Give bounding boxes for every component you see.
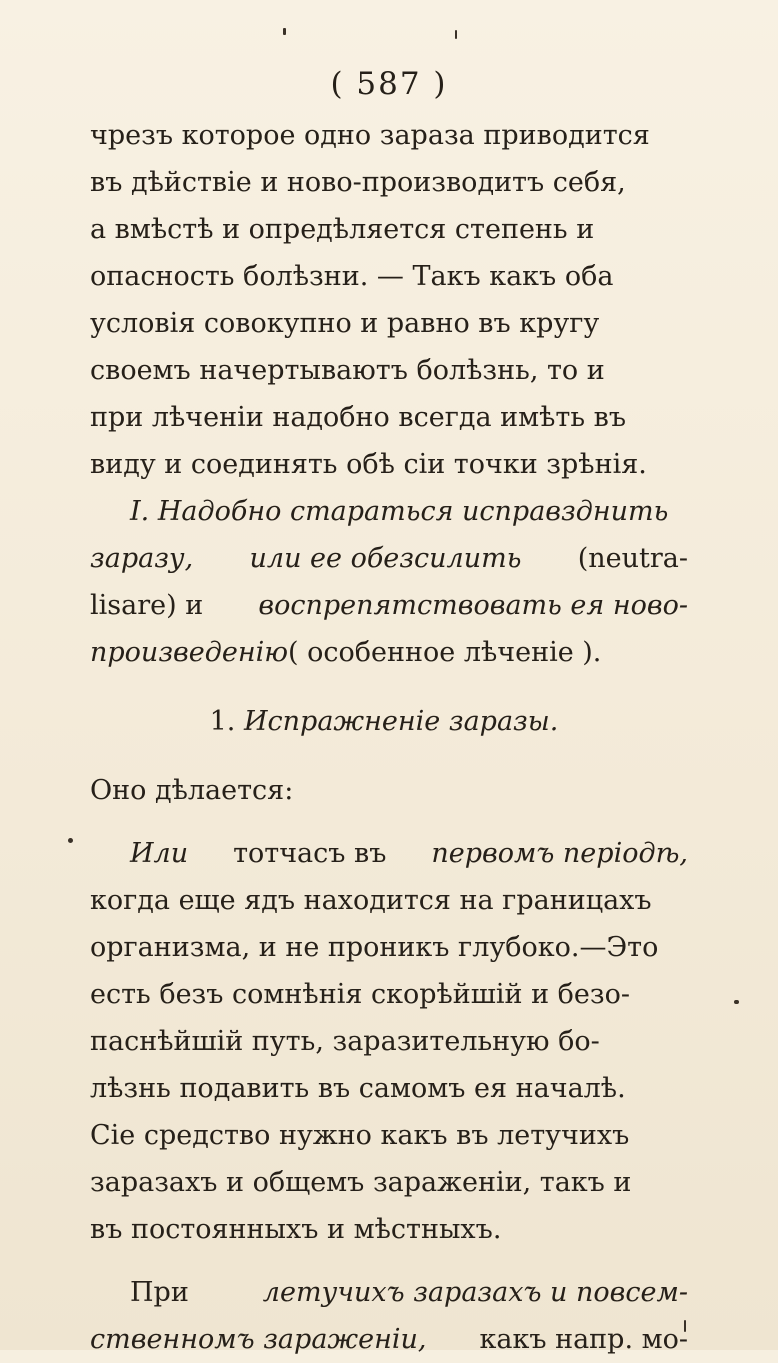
text-line: въ постоянныхъ и мѣстныхъ.	[90, 1214, 502, 1245]
text-line: виду и соединять обѣ сіи точки зрѣнія.	[90, 449, 647, 480]
text-line: лѣзнь подавить въ самомъ ея началѣ.	[90, 1073, 626, 1104]
italic-text: Или	[130, 838, 189, 869]
text-line	[90, 1269, 688, 1316]
italic-text: ственномъ зараженіи,	[90, 1324, 427, 1355]
page-number: ( 587 )	[330, 66, 448, 102]
text-line	[90, 830, 688, 877]
text-line: есть безъ сомнѣнія скорѣйшій и безо-	[90, 979, 630, 1010]
ink-speck	[455, 30, 457, 39]
plain-text: lisare) и	[90, 590, 204, 621]
text-line	[90, 629, 688, 676]
paragraph-volatile	[90, 1269, 688, 1363]
text-line: своемъ начертываютъ болѣзнь, то и	[90, 355, 605, 386]
text-line: условія совокупно и равно въ кругу	[90, 308, 600, 339]
ink-speck	[283, 28, 286, 35]
text-line	[90, 582, 688, 629]
text-line: въ дѣйствіе и ново-производитъ себя,	[90, 167, 626, 198]
ink-speck	[734, 1000, 739, 1004]
paragraph-rule-one	[90, 488, 688, 676]
text-line: Сіе средство нужно какъ въ летучихъ	[90, 1120, 630, 1151]
text-line	[90, 488, 688, 535]
section-number: 1.	[209, 706, 236, 737]
text-line: чрезъ которое одно зараза приводится	[90, 120, 650, 151]
italic-text: воспрепятствовать ея ново-	[258, 590, 688, 621]
italic-text: I. Надобно стараться исправзднить	[130, 496, 669, 527]
page-body	[90, 112, 688, 1363]
italic-text: заразу,	[90, 543, 194, 574]
plain-text: какъ напр. мо-	[479, 1324, 688, 1355]
paragraph-method	[90, 830, 688, 1253]
italic-text: первомъ періодѣ,	[431, 838, 688, 869]
text-line: заразахъ и общемъ зараженіи, такъ и	[90, 1167, 632, 1198]
plain-text: ( особенное лѣченіе ).	[288, 637, 602, 668]
text-line: организма, и не проникъ глубоко.—Это	[90, 932, 659, 963]
plain-text: тотчасъ въ	[233, 838, 387, 869]
plain-text: При	[130, 1277, 189, 1308]
text-line	[90, 1316, 688, 1363]
text-line: а вмѣстѣ и опредѣляется степень и	[90, 214, 595, 245]
italic-text: или ее обезсилить	[249, 543, 522, 574]
italic-text: произведенію	[90, 637, 289, 668]
section-title: Испражненіе заразы.	[243, 706, 559, 737]
text-line: опасность болѣзни. — Такъ какъ оба	[90, 261, 614, 292]
ink-speck	[68, 838, 73, 843]
italic-text: летучихъ заразахъ и повсем-	[262, 1277, 688, 1308]
text-line: при лѣченіи надобно всегда имѣть въ	[90, 402, 627, 433]
plain-text: (neutra-	[577, 543, 688, 574]
text-line	[90, 535, 688, 582]
intro-line: Оно дѣлается:	[90, 775, 294, 806]
text-line: паснѣйшій путь, заразительную бо-	[90, 1026, 600, 1057]
text-line: когда еще ядъ находится на границахъ	[90, 885, 652, 916]
paragraph-continuation	[90, 112, 688, 488]
section-heading	[90, 698, 688, 745]
